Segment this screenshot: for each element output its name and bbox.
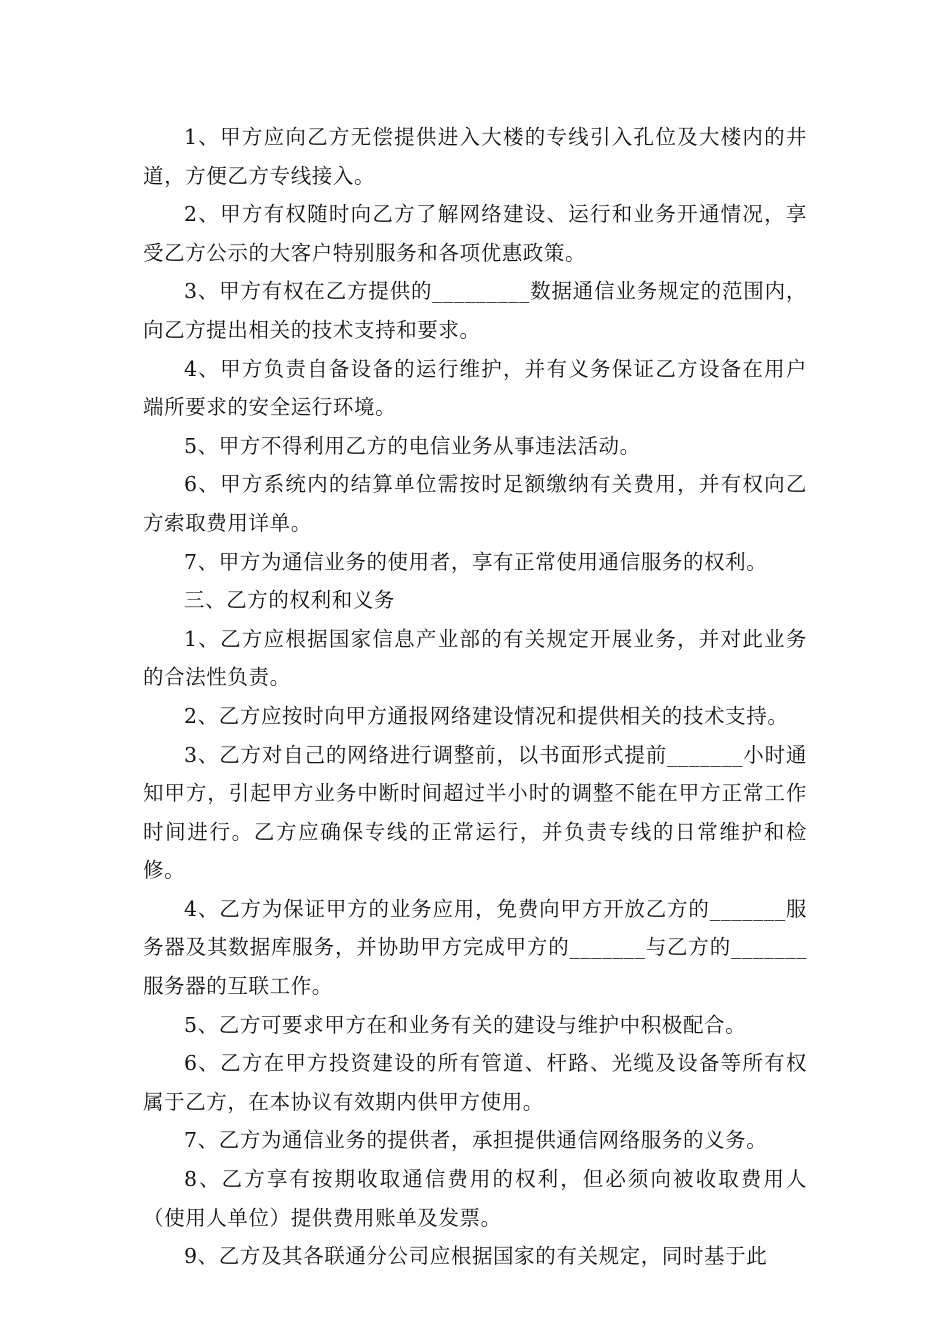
paragraph-party-a-item-5: 5、甲方不得利用乙方的电信业务从事违法活动。 [184, 433, 641, 458]
paragraph-party-b-item-5: 5、乙方可要求甲方在和业务有关的建设与维护中积极配合。 [184, 1012, 747, 1037]
paragraph-party-b-item-8: 8、乙方享有按期收取通信费用的权利，但必须向被收取费用人（使用人单位）提供费用账单及发票。 [143, 1167, 807, 1230]
paragraph-party-b-item-6: 6、乙方在甲方投资建设的所有管道、杆路、光缆及设备等所有权属于乙方，在本协议有效期内供甲方使用。 [143, 1051, 807, 1114]
paragraph-party-b-item-9: 9、乙方及其各联通分公司应根据国家的有关规定，同时基于此 [184, 1244, 768, 1269]
section-heading-party-b: 三、乙方的权利和义务 [184, 588, 395, 613]
paragraph-party-b-item-3: 3、乙方对自己的网络进行调整前，以书面形式提前_______小时通知甲方，引起甲方业务中断时间超过半小时的调整不能在甲方正常工作时间进行。乙方应确保专线的正常运行，并负责专线的日常维护和检修。 [143, 742, 807, 883]
paragraph-party-a-item-4: 4、甲方负责自备设备的运行维护，并有义务保证乙方设备在用户端所要求的安全运行环境。 [143, 356, 807, 420]
paragraph-party-b-item-7: 7、乙方为通信业务的提供者，承担提供通信网络服务的义务。 [184, 1128, 768, 1153]
paragraph-party-a-item-3: 3、甲方有权在乙方提供的_________数据通信业务规定的范围内，向乙方提出相关的技术支持和要求。 [143, 279, 807, 342]
paragraph-party-a-item-2: 2、甲方有权随时向乙方了解网络建设、运行和业务开通情况，享受乙方公示的大客户特别服务和各项优惠政策。 [143, 202, 807, 265]
paragraph-party-a-item-7: 7、甲方为通信业务的使用者，享有正常使用通信服务的权利。 [184, 549, 768, 574]
paragraph-party-b-item-2: 2、乙方应按时向甲方通报网络建设情况和提供相关的技术支持。 [184, 703, 789, 728]
paragraph-party-b-item-4: 4、乙方为保证甲方的业务应用，免费向甲方开放乙方的_______服务器及其数据库服务，并协助甲方完成甲方的_______与乙方的_______服务器的互联工作。 [143, 896, 807, 999]
paragraph-party-b-item-1: 1、乙方应根据国家信息产业部的有关规定开展业务，并对此业务的合法性负责。 [143, 626, 807, 690]
paragraph-party-a-item-1: 1、甲方应向乙方无偿提供进入大楼的专线引入孔位及大楼内的井道，方便乙方专线接入。 [143, 125, 807, 188]
document-body [143, 118, 807, 1276]
paragraph-party-a-item-6: 6、甲方系统内的结算单位需按时足额缴纳有关费用，并有权向乙方索取费用详单。 [143, 472, 807, 535]
